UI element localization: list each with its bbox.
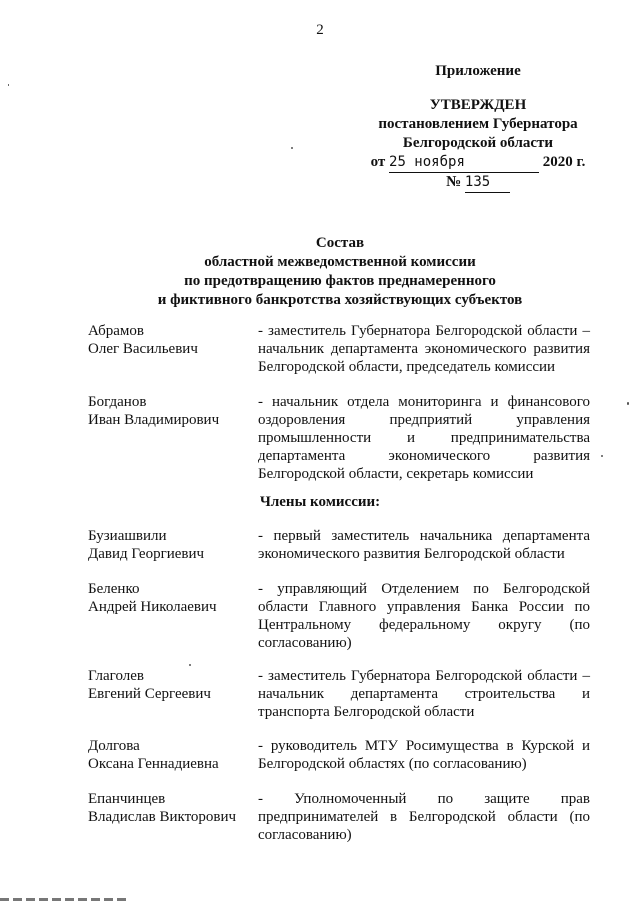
approved-label: УТВЕРЖДЕН (429, 97, 527, 113)
date-value: 25 ноября (389, 153, 539, 173)
page-number: 2 (316, 22, 324, 38)
person-role: - начальник отдела мониторинга и финансового оздоровления предприятий управления промышленности и предпринимательства департамента экономического развития Белгородской области, секретарь комиссии (258, 394, 590, 482)
person-surname: Глаголев (88, 668, 144, 684)
scan-speck (8, 84, 9, 86)
person-surname: Богданов (88, 394, 147, 410)
region-label: Белгородской области (402, 135, 554, 151)
person-role: - заместитель Губернатора Белгородской области – начальник департамента экономического развития Белгородской области, председатель комиссии (258, 323, 590, 375)
person-role: - руководитель МТУ Росимущества в Курской и Белгородской областях (по согласованию) (258, 738, 590, 772)
person-name (88, 527, 253, 563)
person-surname: Беленко (88, 581, 140, 597)
person-given-name: Олег Васильевич (88, 341, 198, 357)
number-value: 135 (465, 173, 510, 193)
person-role: - заместитель Губернатора Белгородской области – начальник департамента строительства и транспорта Белгородской области (258, 668, 590, 720)
approval-number (330, 173, 626, 193)
scan-speck (189, 664, 191, 666)
person-given-name: Иван Владимирович (88, 412, 220, 428)
scan-speck (627, 402, 629, 405)
person-name (88, 322, 253, 358)
person-surname: Долгова (88, 738, 140, 754)
approval-date (330, 153, 626, 173)
scan-speck (291, 147, 293, 149)
approval-year: 2020 г. (542, 154, 586, 170)
title-line-2: областной межведомственной комиссии (204, 254, 476, 270)
person-name (88, 667, 253, 703)
approval-block (330, 62, 626, 193)
title-line-1: Состав (315, 235, 365, 251)
person-given-name: Давид Георгиевич (88, 546, 205, 562)
decree-label: постановлением Губернатора (378, 116, 578, 132)
person-role: - Уполномоченный по защите прав предпринимателей в Белгородской области (по согласованию) (258, 791, 590, 843)
date-prefix: от (370, 154, 386, 170)
members-heading: Члены комиссии: (259, 494, 381, 510)
title-line-4: и фиктивного банкротства хозяйствующих субъектов (157, 292, 523, 308)
person-surname: Абрамов (88, 323, 144, 339)
person-name (88, 393, 253, 429)
person-name (88, 790, 253, 826)
person-role: - первый заместитель начальника департамента экономического развития Белгородской области (258, 528, 590, 562)
person-name (88, 737, 253, 773)
person-given-name: Владислав Викторович (88, 809, 237, 825)
title-line-3: по предотвращению фактов преднамеренного (184, 273, 496, 289)
person-role: - управляющий Отделением по Белгородской области Главного управления Банка России по Центральному федеральному округу (по согласованию) (258, 581, 590, 651)
person-surname: Бузиашвили (88, 528, 167, 544)
document-title (100, 234, 580, 310)
person-given-name: Евгений Сергеевич (88, 686, 211, 702)
person-given-name: Андрей Николаевич (88, 599, 217, 615)
scan-speck (601, 455, 603, 457)
person-surname: Епанчинцев (88, 791, 166, 807)
person-given-name: Оксана Геннадиевна (88, 756, 219, 772)
annex-label: Приложение (435, 63, 521, 79)
person-name (88, 580, 253, 616)
scan-edge-marks (0, 898, 130, 901)
number-prefix: № (446, 174, 462, 190)
